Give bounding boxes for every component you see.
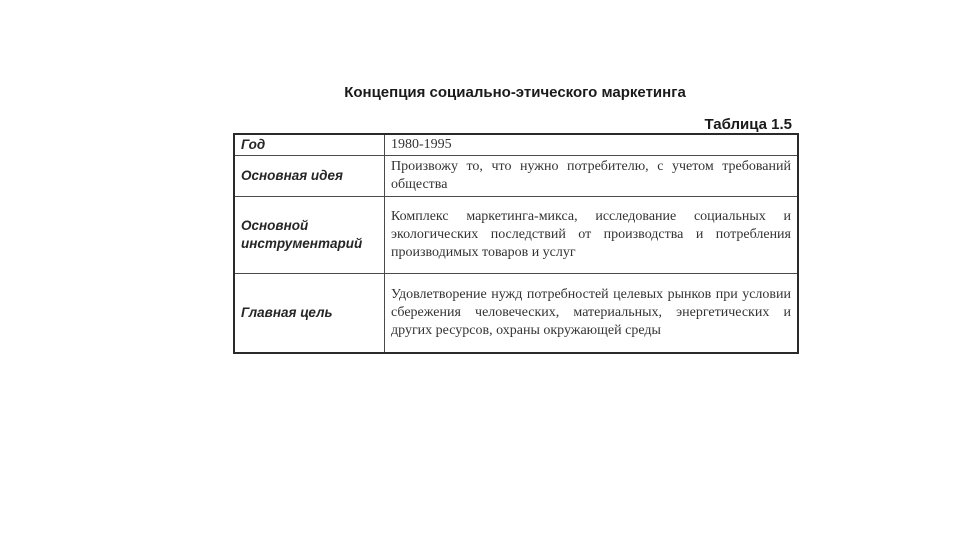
table-row-main-goal xyxy=(234,274,798,354)
row-value-main-tools: Комплекс маркетинга-микса, исследование социальных и экологических последствий от производства и потребления производимых товаров и услуг xyxy=(385,197,799,274)
row-label-main-goal: Главная цель xyxy=(234,274,385,354)
document-title: Концепция социально-этического маркетинга xyxy=(344,84,686,101)
row-label-year: Год xyxy=(234,134,385,156)
row-value-main-goal: Удовлетворение нужд потребностей целевых рынков при условии сбережения человеческих, материальных, энергетических и других ресурсов, охраны окружающей среды xyxy=(385,274,799,354)
row-value-year: 1980-1995 xyxy=(385,134,799,156)
table-row-main-idea xyxy=(234,156,798,197)
table-row-year xyxy=(234,134,798,156)
row-label-main-tools: Основной инструментарий xyxy=(234,197,385,274)
table-caption: Таблица 1.5 xyxy=(704,116,792,133)
table-row-main-tools xyxy=(234,197,798,274)
row-label-main-idea: Основная идея xyxy=(234,156,385,197)
row-value-main-idea: Произвожу то, что нужно потребителю, с учетом требований общества xyxy=(385,156,799,197)
concept-table xyxy=(233,133,799,354)
